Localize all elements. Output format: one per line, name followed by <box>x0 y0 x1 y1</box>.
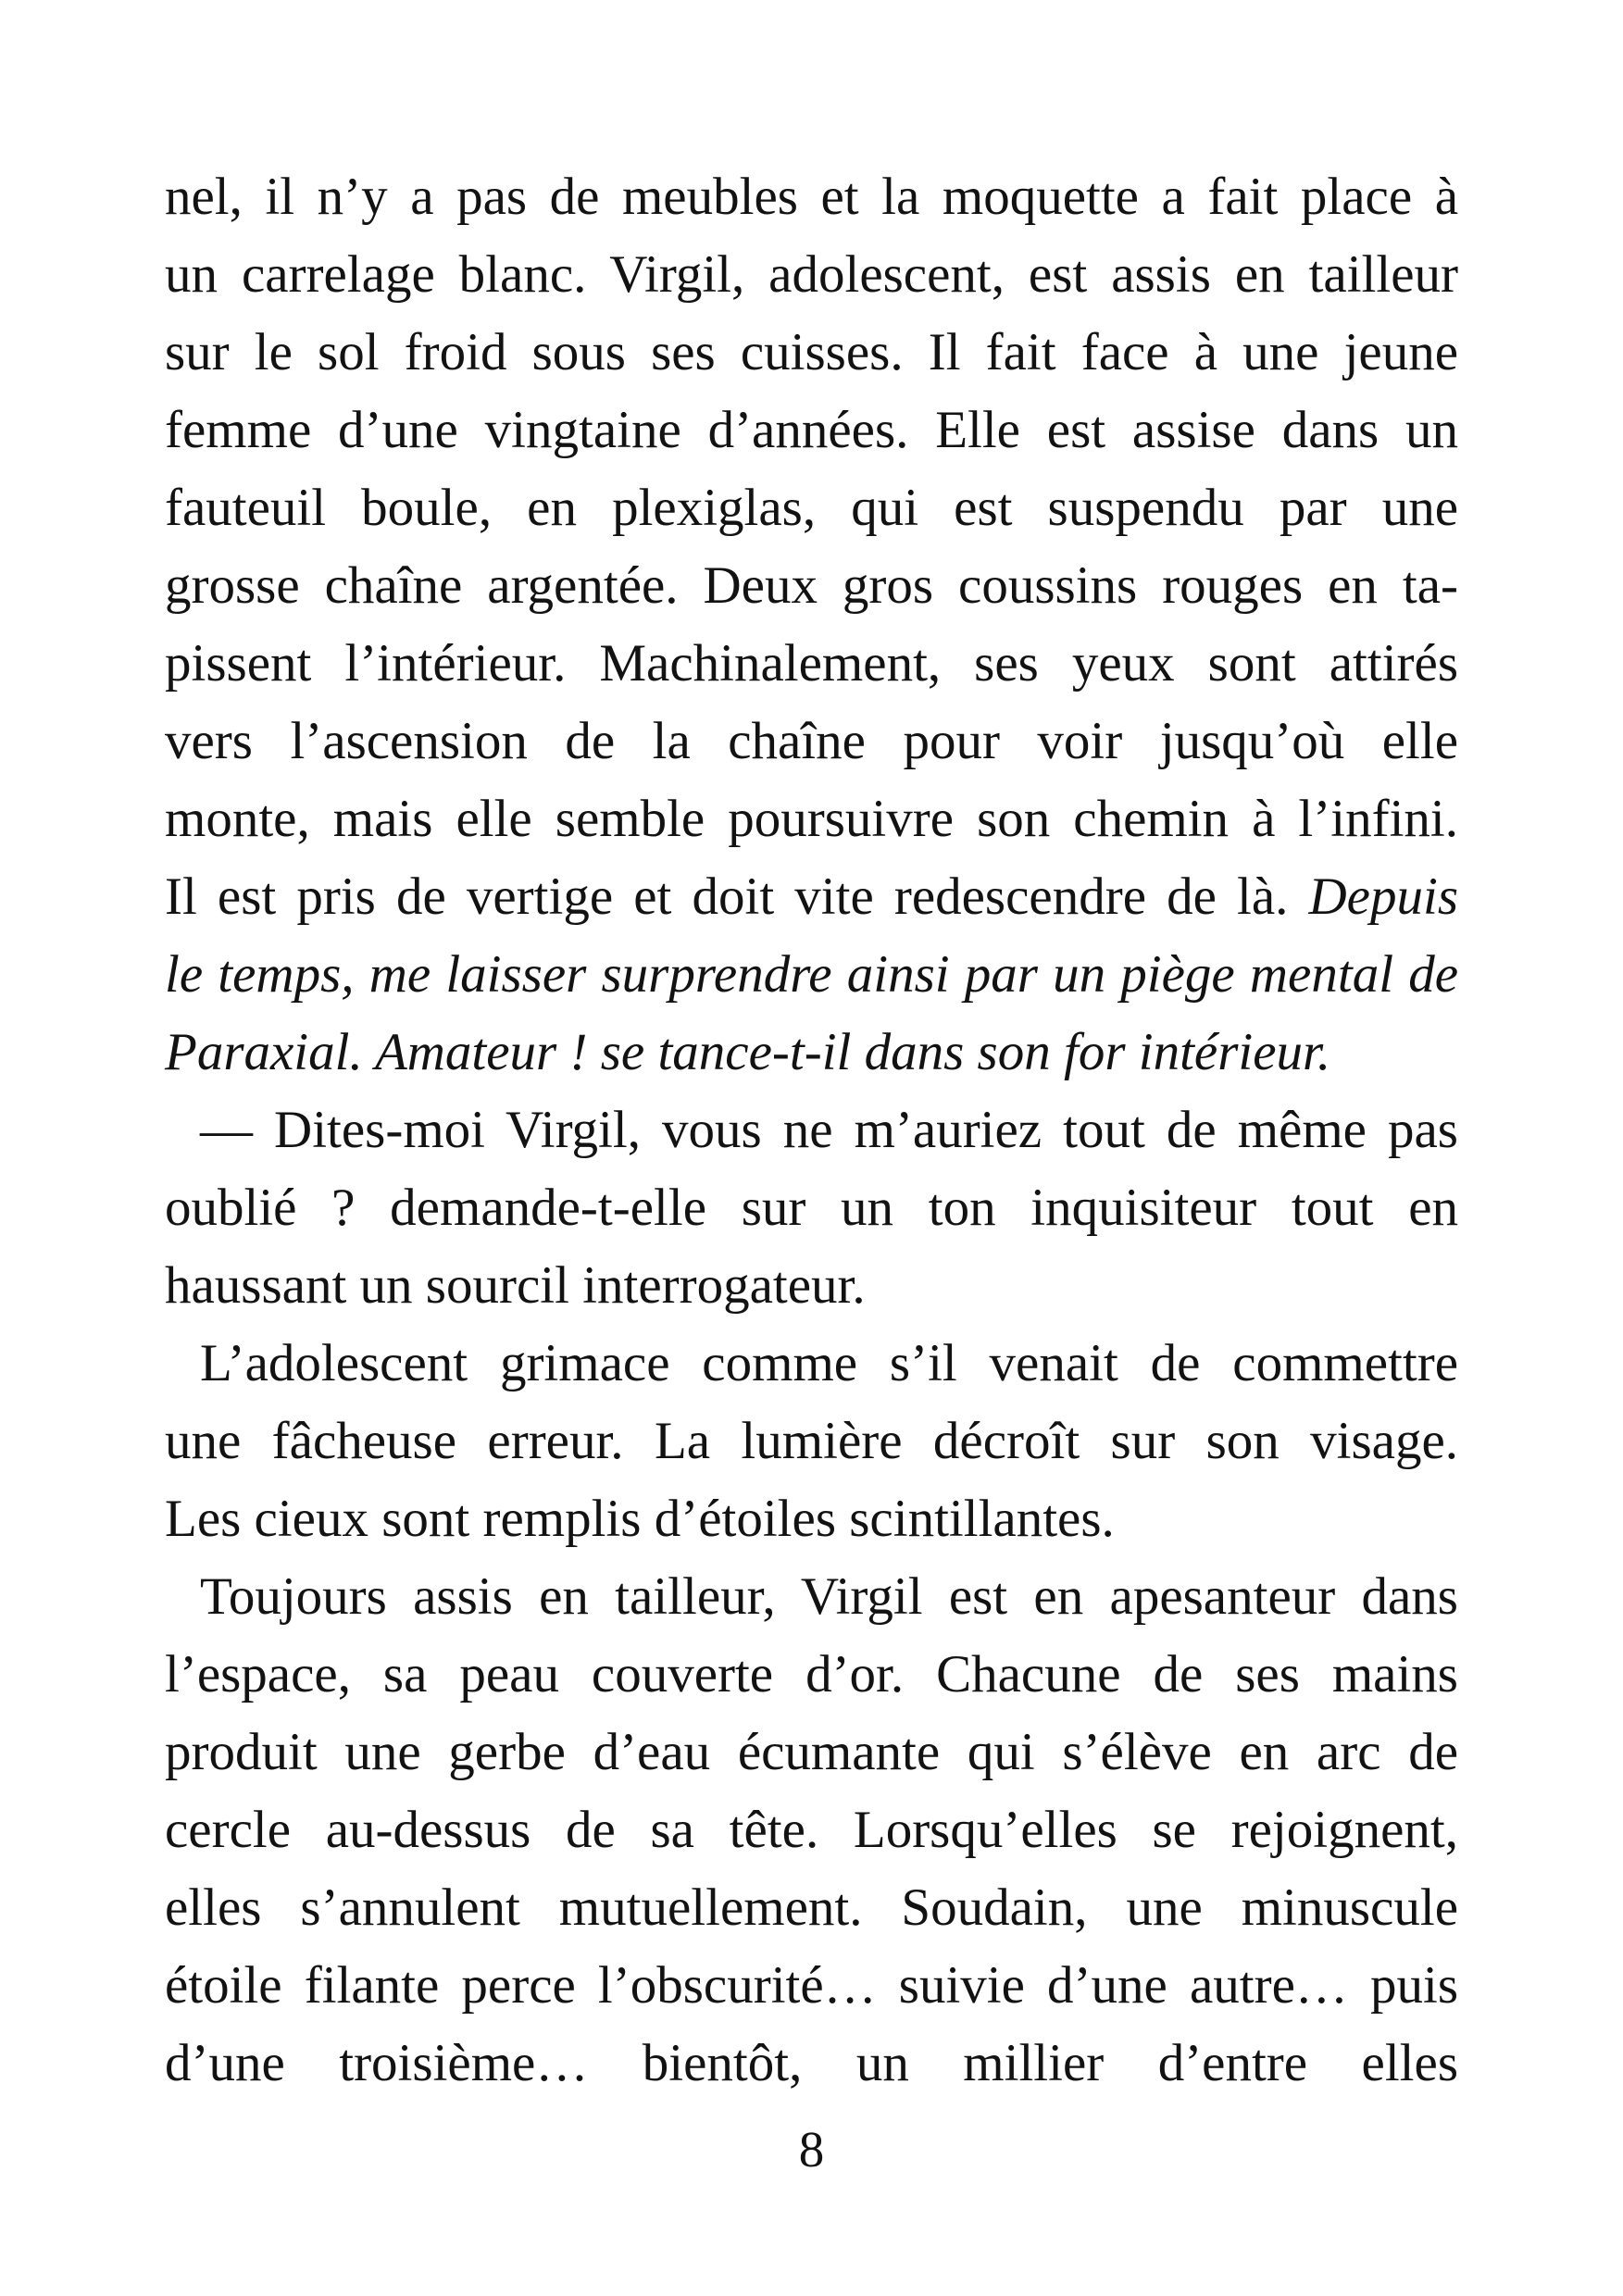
text-segment: pissent l’intérieur. Machinalement, ses yeux sont attirés <box>165 634 1458 693</box>
text-segment: vers l’ascension de la chaîne pour voir jusqu’où elle <box>165 712 1458 770</box>
text-line <box>165 158 1458 236</box>
text-line <box>165 936 1458 1014</box>
text-line <box>165 392 1458 469</box>
text-line <box>165 1714 1458 1791</box>
italic-text-segment: le temps, me laisser surprendre ainsi par un piège mental de <box>165 945 1458 1004</box>
text-segment: haussant un sourcil interrogateur. <box>165 1256 866 1315</box>
text-segment: produit une gerbe d’eau écumante qui s’élève en arc de <box>165 1723 1458 1781</box>
text-segment: grosse chaîne argentée. Deux gros coussins rouges en ta- <box>165 556 1458 615</box>
text-segment: nel, il n’y a pas de meubles et la moquette a fait place à <box>165 168 1458 226</box>
text-segment: un carrelage blanc. Virgil, adolescent, est assis en tailleur <box>165 245 1458 304</box>
text-line <box>165 1325 1458 1403</box>
text-segment: Il est pris de vertige et doit vite redescendre de là. <box>165 867 1309 926</box>
text-segment: monte, mais elle semble poursuivre son chemin à l’infini. <box>165 790 1458 848</box>
text-line <box>165 236 1458 314</box>
text-line <box>165 1480 1458 1558</box>
page-number: 8 <box>798 2121 825 2177</box>
text-line <box>165 1403 1458 1480</box>
text-segment: fauteuil boule, en plexiglas, qui est suspendu par une <box>165 479 1458 537</box>
text-line <box>165 1947 1458 2025</box>
italic-text-segment: Depuis <box>1308 867 1458 926</box>
italic-text-segment: Paraxial. Amateur ! se tance-t-il dans son for intérieur. <box>165 1023 1331 1081</box>
text-segment: étoile filante perce l’obscurité… suivie d’une autre… puis <box>165 1956 1458 2015</box>
text-line <box>165 1636 1458 1714</box>
text-line <box>165 1869 1458 1947</box>
text-line <box>165 1791 1458 1869</box>
text-line <box>165 625 1458 703</box>
text-line <box>165 1014 1458 1092</box>
text-segment: d’une troisième… bientôt, un millier d’entre elles <box>165 2034 1458 2092</box>
text-line <box>165 469 1458 547</box>
text-segment: sur le sol froid sous ses cuisses. Il fait face à une jeune <box>165 323 1458 381</box>
text-block <box>165 158 1458 2103</box>
text-segment: — Dites-moi Virgil, vous ne m’auriez tout de même pas <box>200 1101 1458 1159</box>
text-segment: cercle au-dessus de sa tête. Lorsqu’elles se rejoignent, <box>165 1801 1458 1859</box>
text-line <box>165 547 1458 625</box>
text-line <box>165 1247 1458 1325</box>
text-segment: Toujours assis en tailleur, Virgil est en apesanteur dans <box>200 1567 1458 1626</box>
text-segment: oublié ? demande-t-elle sur un ton inquisiteur tout en <box>165 1179 1458 1237</box>
text-segment: une fâcheuse erreur. La lumière décroît sur son visage. <box>165 1412 1458 1470</box>
text-segment: femme d’une vingtaine d’années. Elle est assise dans un <box>165 401 1458 459</box>
text-line <box>165 2025 1458 2103</box>
text-line <box>165 1092 1458 1169</box>
text-segment: elles s’annulent mutuellement. Soudain, une minuscule <box>165 1878 1458 1937</box>
text-line <box>165 703 1458 780</box>
text-line <box>165 314 1458 392</box>
text-segment: l’espace, sa peau couverte d’or. Chacune de ses mains <box>165 1645 1458 1703</box>
text-line <box>165 1169 1458 1247</box>
text-line <box>165 780 1458 858</box>
text-segment: L’adolescent grimace comme s’il venait de commettre <box>200 1334 1458 1392</box>
text-line <box>165 1558 1458 1636</box>
text-line <box>165 858 1458 936</box>
text-segment: Les cieux sont remplis d’étoiles scintillantes. <box>165 1490 1115 1548</box>
